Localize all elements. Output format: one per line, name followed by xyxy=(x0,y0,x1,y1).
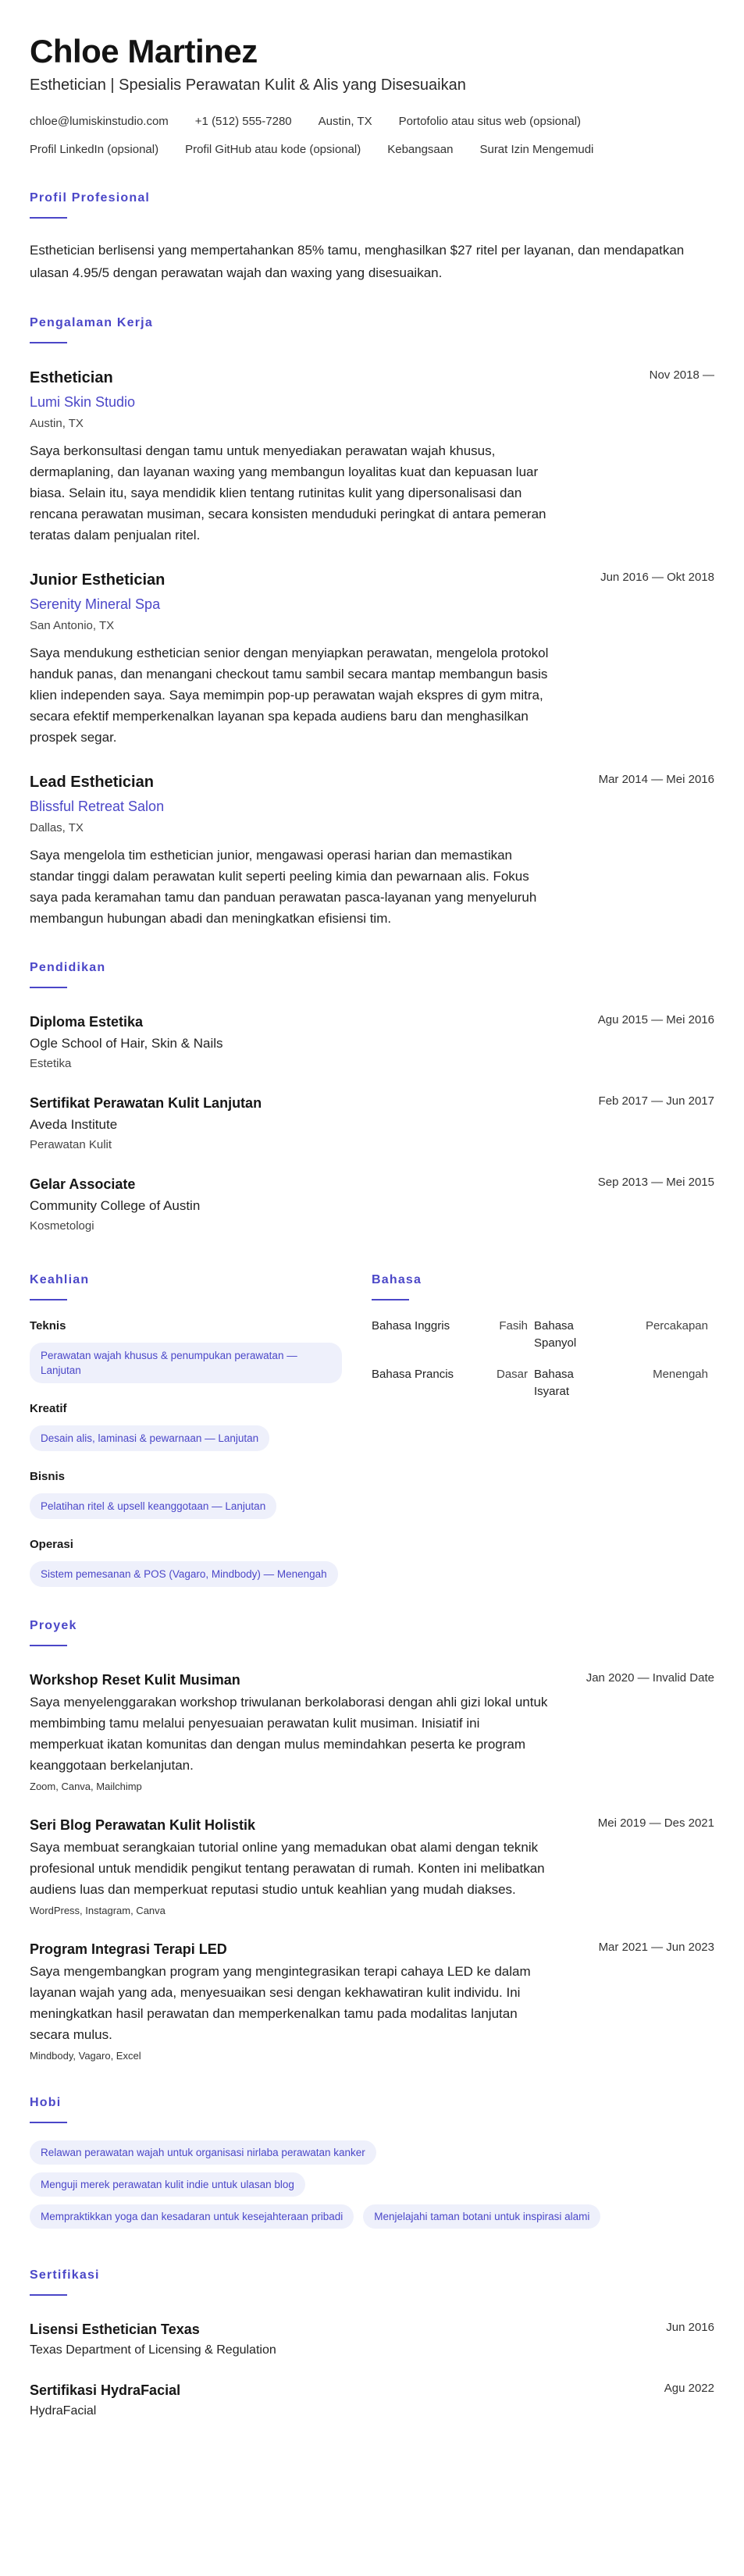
experience-location: San Antonio, TX xyxy=(30,619,115,632)
certification-date: Jun 2016 xyxy=(666,2321,714,2334)
candidate-name: Chloe Martinez xyxy=(30,33,258,69)
contact-drivers-license: Surat Izin Mengemudi xyxy=(479,143,594,156)
education-school: Ogle School of Hair, Skin & Nails xyxy=(30,1036,223,1051)
skills-languages-row xyxy=(30,1272,714,1587)
project-description: Saya membuat serangkaian tutorial online yang memadukan obat alami dengan teknik profesional untuk mendidik pengikut tentang perawatan di rumah. Konten ini melibatkan audiens luas dan memperkuat reputasi studio untuk keahlian yang mudah diakses. xyxy=(30,1840,545,1897)
skill-pill: Perawatan wajah khusus & penumpukan perawatan — Lanjutan xyxy=(30,1343,342,1383)
section-title-education: Pendidikan xyxy=(30,961,106,974)
education-date: Sep 2013 — Mei 2015 xyxy=(597,1176,714,1189)
section-divider xyxy=(30,987,67,988)
hobby-pill: Mempraktikkan yoga dan kesadaran untuk kesejahteraan pribadi xyxy=(30,2204,354,2229)
section-divider xyxy=(30,2294,67,2296)
education-school: Aveda Institute xyxy=(30,1117,118,1132)
section-title-skills: Keahlian xyxy=(30,1273,90,1286)
education-field: Estetika xyxy=(30,1057,72,1070)
skill-category: Kreatif xyxy=(30,1402,67,1415)
project-entry xyxy=(30,1815,714,1919)
skill-group xyxy=(30,1400,372,1451)
section-title-profile: Profil Profesional xyxy=(30,191,151,205)
certification-name: Lisensi Esthetician Texas xyxy=(30,2322,200,2337)
education-entry xyxy=(30,1012,714,1073)
certifications-section xyxy=(30,2268,714,2421)
project-tools: Mindbody, Vagaro, Excel xyxy=(30,2050,141,2062)
certification-entry xyxy=(30,2319,714,2360)
experience-role: Lead Esthetician xyxy=(30,774,154,791)
experience-company: Lumi Skin Studio xyxy=(30,394,136,410)
experience-entry xyxy=(30,771,714,929)
contact-portfolio[interactable]: Portofolio atau situs web (opsional) xyxy=(398,115,582,128)
education-entry xyxy=(30,1093,714,1154)
skill-category: Operasi xyxy=(30,1538,73,1551)
section-divider xyxy=(30,342,67,343)
certification-name: Sertifikasi HydraFacial xyxy=(30,2382,181,2398)
skill-pill: Desain alis, laminasi & pewarnaan — Lanjutan xyxy=(30,1425,269,1451)
project-description: Saya menyelenggarakan workshop triwulanan berkolaborasi dengan ahli gizi lokal untuk membimbing tamu melalui penyesuaian perawatan kulit musiman. Inisiatif ini memperkuat ikatan komunitas dan dengan mulus memindahkan peserta ke program keanggotaan berkelanjutan. xyxy=(30,1695,548,1773)
education-date: Feb 2017 — Jun 2017 xyxy=(598,1094,714,1108)
experience-description: Saya mengelola tim esthetician junior, mengawasi operasi harian dan memastikan standar tinggi dalam perawatan kulit seperti peeling kimia dan pewarnaan alis. Fokus saya pada keramahan tamu dan panduan perawatan pasca-layanan yang menyeluruh membangun hubungan abadi dan meningkatkan efisiensi tim. xyxy=(30,848,537,926)
language-list xyxy=(372,1318,714,1400)
languages-section xyxy=(372,1272,714,1587)
skill-category: Bisnis xyxy=(30,1470,66,1483)
contact-linkedin[interactable]: Profil LinkedIn (opsional) xyxy=(30,143,159,156)
experience-description: Saya mendukung esthetician senior dengan menyiapkan perawatan, mengelola protokol handuk panas, dan menangani checkout tamu sambil secara mantap membangun basis klien independen saya. Saya memimpin pop-up perawatan wajah ekspres di gym mitra, secara efektif memperkenalkan layanan spa kepada audiens baru dan menghasilkan prospek segar. xyxy=(30,646,549,745)
experience-location: Dallas, TX xyxy=(30,821,84,834)
section-divider xyxy=(30,1645,67,1646)
project-date: Mei 2019 — Des 2021 xyxy=(597,1816,714,1830)
experience-company: Serenity Mineral Spa xyxy=(30,596,161,612)
experience-date: Mar 2014 — Mei 2016 xyxy=(598,773,714,786)
certification-entry xyxy=(30,2380,714,2421)
project-description: Saya mengembangkan program yang mengintegrasikan terapi cahaya LED ke dalam layanan wajah yang ada, menyesuaikan sesi dengan kekhawatiran kulit individu. Ini meningkatkan hasil perawatan dan memperkenalkan tamu pada modalitas lanjutan secara mulus. xyxy=(30,1964,531,2042)
project-entry xyxy=(30,1670,714,1795)
skill-pill: Pelatihan ritel & upsell keanggotaan — Lanjutan xyxy=(30,1493,276,1519)
hobby-pill: Menguji merek perawatan kulit indie untuk ulasan blog xyxy=(30,2172,305,2197)
project-date: Mar 2021 — Jun 2023 xyxy=(598,1941,714,1954)
certification-issuer: HydraFacial xyxy=(30,2404,97,2418)
section-divider xyxy=(30,217,67,219)
section-title-hobbies: Hobi xyxy=(30,2096,62,2109)
education-field: Perawatan Kulit xyxy=(30,1138,112,1151)
candidate-title: Esthetician | Spesialis Perawatan Kulit & Alis yang Disesuaikan xyxy=(30,76,466,94)
education-date: Agu 2015 — Mei 2016 xyxy=(597,1013,714,1026)
section-title-experience: Pengalaman Kerja xyxy=(30,316,153,329)
section-divider xyxy=(372,1299,409,1300)
project-name: Program Integrasi Terapi LED xyxy=(30,1941,227,1957)
profile-summary: Esthetician berlisensi yang mempertahankan 85% tamu, menghasilkan $27 ritel per layanan, dan mendapatkan ulasan 4.95/5 dengan perawatan wajah dan waxing yang disesuaikan. xyxy=(30,243,685,280)
section-title-projects: Proyek xyxy=(30,1619,77,1632)
experience-entry xyxy=(30,367,714,546)
language-name: Bahasa Prancis xyxy=(372,1368,454,1381)
experience-date: Jun 2016 — Okt 2018 xyxy=(600,571,714,584)
language-name: Bahasa Isyarat xyxy=(534,1368,574,1398)
language-level: Menengah xyxy=(653,1368,708,1381)
language-level: Dasar xyxy=(496,1368,528,1381)
section-title-certifications: Sertifikasi xyxy=(30,2268,100,2282)
skill-group xyxy=(30,1468,372,1519)
language-level: Fasih xyxy=(499,1319,528,1332)
certification-date: Agu 2022 xyxy=(664,2382,714,2395)
section-divider xyxy=(30,2122,67,2123)
resume-header xyxy=(30,31,714,170)
skill-group xyxy=(30,1318,372,1383)
experience-section xyxy=(30,315,714,929)
contact-list xyxy=(30,114,717,170)
project-tools: WordPress, Instagram, Canva xyxy=(30,1905,166,1916)
education-school: Community College of Austin xyxy=(30,1198,201,1213)
skills-section xyxy=(30,1272,372,1587)
contact-email[interactable]: chloe@lumiskinstudio.com xyxy=(30,115,169,128)
certification-issuer: Texas Department of Licensing & Regulation xyxy=(30,2343,276,2357)
experience-date: Nov 2018 — xyxy=(649,368,714,382)
education-degree: Gelar Associate xyxy=(30,1176,136,1192)
section-divider xyxy=(30,1299,67,1300)
language-name: Bahasa Spanyol xyxy=(534,1319,577,1350)
contact-github[interactable]: Profil GitHub atau kode (opsional) xyxy=(185,143,361,156)
experience-role: Esthetician xyxy=(30,369,113,386)
project-name: Workshop Reset Kulit Musiman xyxy=(30,1672,240,1688)
experience-entry xyxy=(30,569,714,748)
project-name: Seri Blog Perawatan Kulit Holistik xyxy=(30,1817,256,1833)
contact-phone[interactable]: +1 (512) 555-7280 xyxy=(194,115,292,128)
experience-location: Austin, TX xyxy=(30,417,84,430)
profile-section xyxy=(30,190,714,284)
project-date: Jan 2020 — Invalid Date xyxy=(586,1671,714,1685)
hobbies-section xyxy=(30,2095,714,2236)
experience-company: Blissful Retreat Salon xyxy=(30,799,165,814)
project-entry xyxy=(30,1939,714,2064)
experience-role: Junior Esthetician xyxy=(30,571,166,589)
contact-nationality: Kebangsaan xyxy=(387,143,454,156)
projects-section xyxy=(30,1618,714,2064)
education-section xyxy=(30,960,714,1235)
education-field: Kosmetologi xyxy=(30,1219,94,1233)
education-degree: Sertifikat Perawatan Kulit Lanjutan xyxy=(30,1095,262,1111)
skill-pill: Sistem pemesanan & POS (Vagaro, Mindbody) — Menengah xyxy=(30,1561,338,1587)
education-degree: Diploma Estetika xyxy=(30,1014,144,1030)
hobby-list xyxy=(30,2140,714,2236)
hobby-pill: Relawan perawatan wajah untuk organisasi nirlaba perawatan kanker xyxy=(30,2140,376,2165)
contact-location: Austin, TX xyxy=(318,115,372,128)
language-level: Percakapan xyxy=(645,1319,708,1332)
skill-group xyxy=(30,1536,372,1587)
skill-category: Teknis xyxy=(30,1319,66,1332)
experience-description: Saya berkonsultasi dengan tamu untuk menyediakan perawatan wajah khusus, dermaplaning, dan layanan waxing yang membangun loyalitas kuat dan kepuasan luar biasa. Selain itu, saya mendidik klien tentang rutinitas kulit yang dipersonalisasi dan rencana perawatan musiman, secara konsisten menduduki peringkat di antara pemeran teratas dalam penjualan ritel. xyxy=(30,443,546,543)
language-name: Bahasa Inggris xyxy=(372,1319,450,1332)
hobby-pill: Menjelajahi taman botani untuk inspirasi alami xyxy=(363,2204,600,2229)
section-title-languages: Bahasa xyxy=(372,1273,422,1286)
education-entry xyxy=(30,1174,714,1235)
project-tools: Zoom, Canva, Mailchimp xyxy=(30,1781,142,1792)
